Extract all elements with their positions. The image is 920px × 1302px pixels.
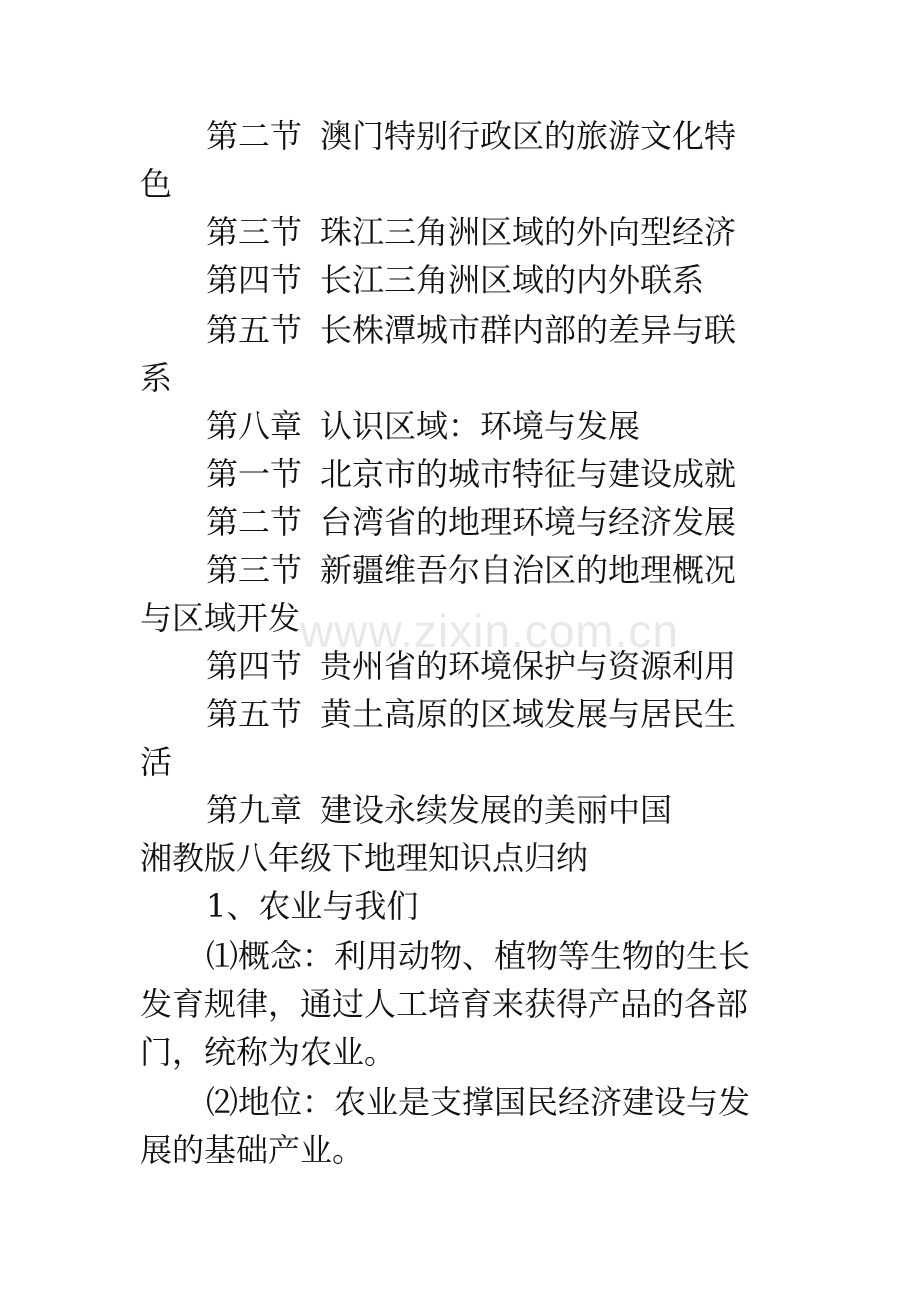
section-title: 新疆维吾尔自治区的地理概况 — [320, 551, 737, 589]
section-title: 贵州省的环境保护与资源利用 — [320, 647, 737, 685]
paragraph-line — [206, 1078, 856, 1126]
toc-line-section-1 — [206, 450, 856, 498]
wrapped-text: 系 — [140, 359, 173, 397]
paragraph-text: ⑵地位：农业是支撑国民经济建设与发 — [206, 1083, 751, 1121]
paragraph-text: ⑴概念：利用动物、植物等生物的生长 — [206, 937, 751, 975]
toc-line-wrap — [140, 354, 790, 402]
section-title: 长株潭城市群内部的差异与联 — [320, 311, 737, 349]
document-heading — [140, 834, 790, 882]
section-title: 珠江三角洲区域的外向型经济 — [320, 213, 737, 251]
section-label: 第二节 — [206, 117, 303, 155]
section-label: 第三节 — [206, 551, 303, 589]
toc-line-wrap — [140, 738, 790, 786]
heading-text: 湘教版八年级下地理知识点归纳 — [140, 839, 589, 877]
section-label: 第一节 — [206, 455, 303, 493]
topic-text: 1、农业与我们 — [206, 887, 419, 925]
paragraph-line — [140, 980, 790, 1028]
paragraph-line — [140, 1028, 790, 1076]
section-title: 台湾省的地理环境与经济发展 — [320, 503, 737, 541]
section-label: 第五节 — [206, 695, 303, 733]
section-label: 第三节 — [206, 213, 303, 251]
toc-line-wrap — [140, 160, 790, 208]
chapter-title: 认识区域：环境与发展 — [320, 407, 641, 445]
toc-line-section-2b — [206, 498, 856, 546]
toc-line-section-2 — [206, 112, 856, 160]
wrapped-text: 与区域开发 — [140, 599, 301, 637]
section-label: 第四节 — [206, 647, 303, 685]
toc-line-section-4 — [206, 256, 856, 304]
section-title: 长江三角洲区域的内外联系 — [320, 261, 705, 299]
paragraph-text: 门，统称为农业。 — [140, 1033, 397, 1071]
chapter-label: 第八章 — [206, 407, 303, 445]
toc-line-section-3b — [206, 546, 856, 594]
toc-line-chapter-8 — [206, 402, 856, 450]
toc-line-chapter-9 — [206, 786, 856, 834]
wrapped-text: 活 — [140, 743, 173, 781]
section-title: 北京市的城市特征与建设成就 — [320, 455, 737, 493]
chapter-label: 第九章 — [206, 791, 303, 829]
section-title: 黄土高原的区域发展与居民生 — [320, 695, 737, 733]
toc-line-section-5 — [206, 306, 856, 354]
topic-heading — [206, 882, 856, 930]
section-label: 第五节 — [206, 311, 303, 349]
watermark: www.zixin.com.cn — [300, 605, 679, 657]
section-title: 澳门特别行政区的旅游文化特 — [320, 117, 737, 155]
chapter-title: 建设永续发展的美丽中国 — [320, 791, 673, 829]
section-label: 第二节 — [206, 503, 303, 541]
paragraph-text: 发育规律，通过人工培育来获得产品的各部 — [140, 985, 749, 1023]
paragraph-line — [206, 932, 856, 980]
toc-line-section-5b — [206, 690, 856, 738]
paragraph-line — [140, 1126, 790, 1174]
wrapped-text: 色 — [140, 165, 173, 203]
section-label: 第四节 — [206, 261, 303, 299]
toc-line-section-3 — [206, 208, 856, 256]
paragraph-text: 展的基础产业。 — [140, 1131, 365, 1169]
